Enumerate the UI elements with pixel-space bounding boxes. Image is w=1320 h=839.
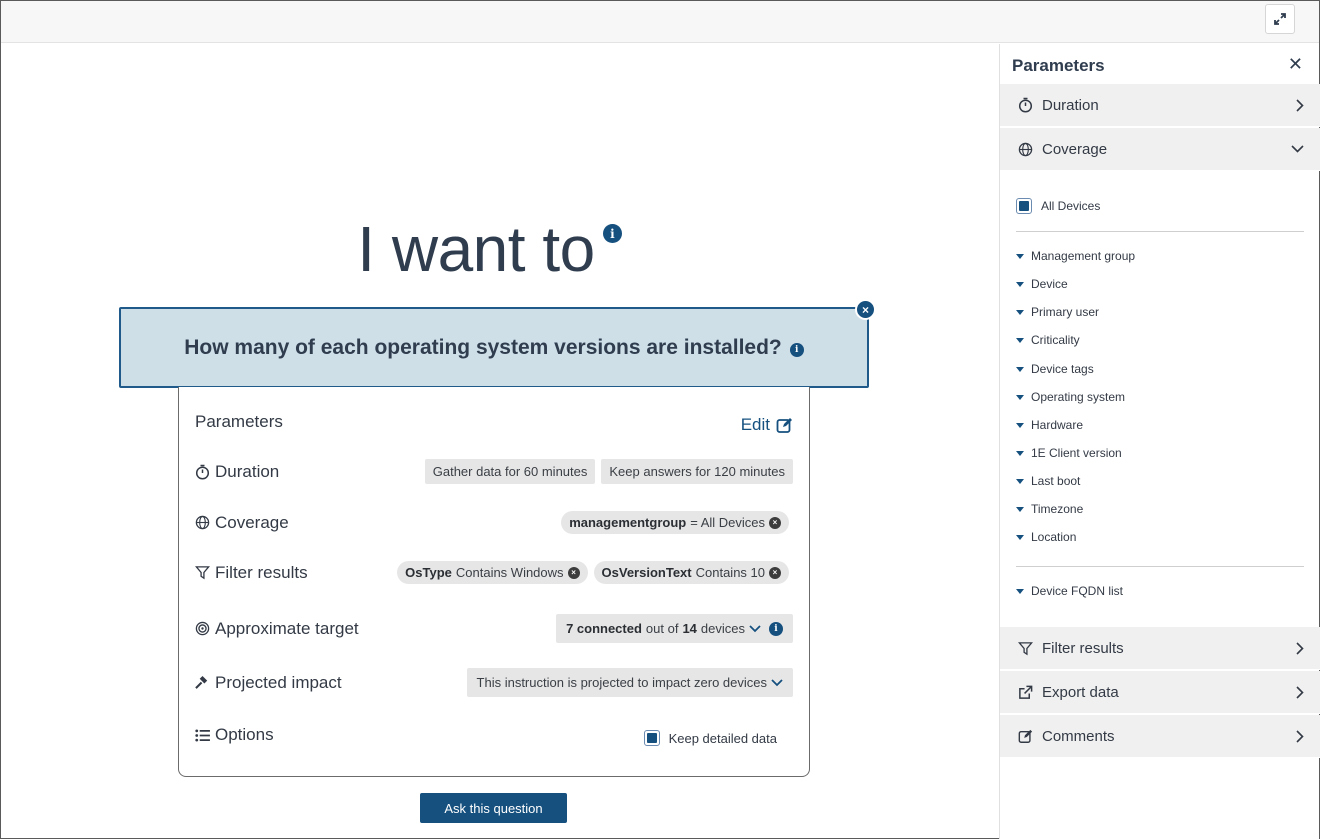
question-box[interactable] — [119, 302, 869, 388]
target-icon — [195, 621, 210, 636]
list-icon — [195, 729, 210, 742]
coverage-section[interactable] — [1000, 128, 1320, 171]
coverage-pill — [561, 511, 789, 534]
filter-row-label — [195, 563, 308, 583]
coverage-item-device[interactable] — [1016, 277, 1068, 291]
export-section-label: Export data — [1042, 683, 1119, 701]
coverage-item-criticality[interactable] — [1016, 333, 1080, 347]
impact-row-label — [195, 673, 342, 693]
stopwatch-icon — [195, 464, 210, 480]
coverage-item-label: Timezone — [1031, 502, 1084, 516]
gather-duration-pill: Gather data for 60 minutes — [425, 459, 596, 484]
comments-section-label: Comments — [1042, 727, 1115, 745]
divider — [1016, 566, 1304, 567]
coverage-item-primary-user[interactable] — [1016, 305, 1099, 319]
caret-down-icon — [1016, 507, 1024, 512]
coverage-item-last-boot[interactable] — [1016, 474, 1080, 488]
divider — [1016, 231, 1304, 232]
parameters-card — [178, 387, 810, 777]
caret-down-icon — [1016, 338, 1024, 343]
caret-down-icon — [1016, 367, 1024, 372]
caret-down-icon — [1016, 395, 1024, 400]
total-count: 14 — [682, 621, 697, 636]
coverage-label: Coverage — [215, 512, 289, 532]
connected-count: 7 connected — [566, 621, 642, 636]
question-text: How many of each operating system versions are installed? — [184, 335, 782, 359]
close-panel-button[interactable] — [1288, 54, 1303, 75]
info-icon[interactable]: i — [603, 224, 622, 243]
coverage-item-fqdn-list[interactable] — [1016, 584, 1123, 598]
coverage-item-label: Device tags — [1031, 362, 1094, 376]
caret-down-icon — [1016, 479, 1024, 484]
expand-button[interactable] — [1265, 4, 1295, 34]
impact-label: Projected impact — [215, 672, 342, 692]
chevron-right-icon — [1296, 686, 1304, 699]
coverage-item-label: Location — [1031, 530, 1077, 544]
export-section[interactable] — [1000, 671, 1320, 714]
filter-pill-osversion — [594, 561, 789, 584]
coverage-item-label: Last boot — [1031, 474, 1081, 488]
comments-section[interactable] — [1000, 715, 1320, 758]
keep-detailed-checkbox[interactable] — [644, 730, 660, 746]
coverage-item-label: Criticality — [1031, 333, 1080, 347]
options-row-label — [195, 725, 274, 745]
remove-icon[interactable]: × — [769, 567, 781, 579]
coverage-item-device-tags[interactable] — [1016, 362, 1094, 376]
coverage-item-label: 1E Client version — [1031, 446, 1122, 460]
ask-question-button[interactable]: Ask this question — [420, 793, 567, 823]
coverage-item-operating-system[interactable] — [1016, 390, 1125, 404]
coverage-item-client-version[interactable] — [1016, 446, 1122, 460]
caret-down-icon — [1016, 282, 1024, 287]
filter-value: Contains Windows — [455, 565, 564, 580]
duration-section[interactable] — [1000, 84, 1320, 127]
globe-icon — [195, 515, 210, 530]
external-link-icon — [1018, 685, 1033, 700]
impact-text: This instruction is projected to impact zero devices — [476, 675, 767, 690]
remove-icon[interactable]: × — [769, 517, 781, 529]
filter-section[interactable] — [1000, 627, 1320, 670]
all-devices-label: All Devices — [1041, 199, 1101, 213]
top-bar — [1, 1, 1319, 43]
filter-label: Filter results — [215, 562, 308, 582]
filter-value: Contains 10 — [695, 565, 765, 580]
coverage-item-label: Device FQDN list — [1031, 584, 1124, 598]
globe-icon — [1018, 142, 1033, 157]
target-mid: out of — [645, 621, 679, 636]
coverage-item-timezone[interactable] — [1016, 502, 1083, 516]
caret-down-icon — [1016, 423, 1024, 428]
chevron-right-icon — [1296, 99, 1304, 112]
hero-title: I want to — [357, 213, 595, 285]
keep-duration-pill: Keep answers for 120 minutes — [601, 459, 793, 484]
gavel-icon — [195, 675, 210, 690]
duration-row-label — [195, 462, 279, 482]
expand-icon — [1274, 13, 1286, 25]
coverage-row-label — [195, 513, 289, 533]
caret-down-icon — [1016, 589, 1024, 594]
coverage-item-label: Device — [1031, 277, 1068, 291]
coverage-value: = All Devices — [690, 515, 765, 530]
keep-detailed-label: Keep detailed data — [668, 730, 777, 746]
coverage-item-label: Hardware — [1031, 418, 1084, 432]
coverage-item-location[interactable] — [1016, 530, 1076, 544]
filter-pill-ostype — [397, 561, 587, 584]
chevron-right-icon — [1296, 730, 1304, 743]
filter-icon — [1018, 641, 1033, 656]
close-icon: × — [861, 302, 869, 317]
filter-icon — [195, 565, 210, 580]
caret-down-icon — [1016, 451, 1024, 456]
coverage-item-management-group[interactable] — [1016, 249, 1135, 263]
hero-heading — [1, 212, 998, 286]
caret-down-icon — [1016, 310, 1024, 315]
chevron-down-icon — [1291, 145, 1304, 153]
coverage-section-label: Coverage — [1042, 140, 1108, 158]
target-suffix: devices — [700, 621, 745, 636]
main-area — [1, 44, 998, 839]
caret-down-icon — [1016, 254, 1024, 259]
stopwatch-icon — [1018, 97, 1033, 113]
coverage-item-label: Management group — [1031, 249, 1136, 263]
chevron-down-icon — [749, 625, 761, 633]
filter-key: OsType — [405, 565, 452, 580]
target-row-label — [195, 619, 359, 639]
edit-label: Edit — [740, 415, 770, 434]
edit-parameters-link[interactable] — [741, 415, 793, 435]
edit-icon — [776, 417, 793, 434]
options-label: Options — [215, 725, 274, 744]
chevron-down-icon — [771, 679, 783, 687]
target-label: Approximate target — [215, 618, 359, 638]
all-devices-option[interactable] — [1016, 198, 1100, 214]
coverage-item-hardware[interactable] — [1016, 418, 1083, 432]
impact-dropdown[interactable] — [467, 668, 793, 697]
close-icon: ✕ — [1287, 54, 1303, 74]
coverage-body — [1000, 173, 1320, 627]
all-devices-checkbox[interactable] — [1016, 198, 1032, 214]
filter-section-label: Filter results — [1042, 639, 1124, 657]
edit-icon — [1018, 729, 1033, 744]
filter-key: OsVersionText — [601, 565, 692, 580]
target-dropdown[interactable] — [556, 614, 793, 643]
coverage-item-label: Primary user — [1031, 305, 1100, 319]
duration-section-label: Duration — [1042, 96, 1099, 114]
caret-down-icon — [1016, 535, 1024, 540]
coverage-item-label: Operating system — [1031, 390, 1126, 404]
parameters-heading: Parameters — [195, 412, 283, 431]
side-panel-title: Parameters — [1012, 56, 1105, 75]
coverage-key: managementgroup — [569, 515, 687, 530]
duration-label: Duration — [215, 461, 280, 481]
clear-question-button[interactable] — [855, 299, 876, 320]
parameters-side-panel — [999, 44, 1319, 839]
chevron-right-icon — [1296, 642, 1304, 655]
info-icon[interactable]: i — [790, 343, 804, 357]
remove-icon[interactable]: × — [568, 567, 580, 579]
info-icon[interactable]: i — [769, 622, 783, 636]
